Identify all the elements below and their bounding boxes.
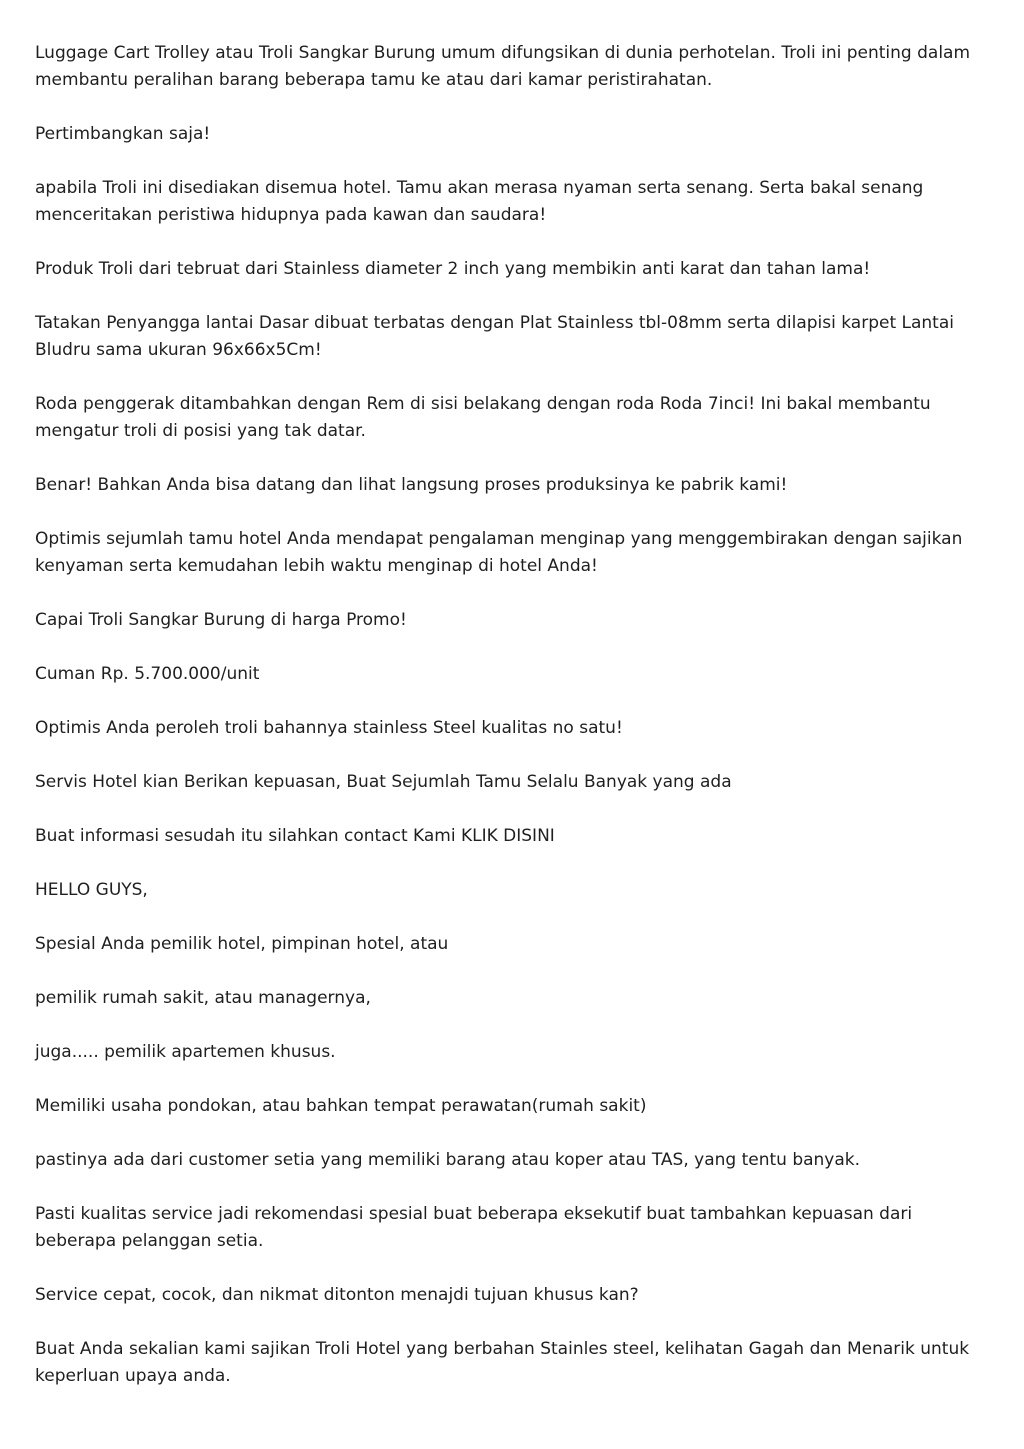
paragraph-offer: Buat Anda sekalian kami sajikan Troli Hotel yang berbahan Stainles steel, kelihatan Gagah dan Menarik untuk keperluan upaya anda. <box>35 1339 970 1386</box>
paragraph-service: Servis Hotel kian Berikan kepuasan, Buat Sejumlah Tamu Selalu Banyak yang ada <box>35 772 732 792</box>
paragraph-service-goal: Service cepat, cocok, dan nikmat ditonton menajdi tujuan khusus kan? <box>35 1285 639 1305</box>
paragraph-customers: pastinya ada dari customer setia yang memiliki barang atau koper atau TAS, yang tentu banyak. <box>35 1150 861 1170</box>
paragraph-factory-visit: Benar! Bahkan Anda bisa datang dan lihat langsung proses produksinya ke pabrik kami! <box>35 475 788 495</box>
paragraph-material: Produk Troli dari tebruat dari Stainless diameter 2 inch yang membikin anti karat dan tahan lama! <box>35 259 871 279</box>
paragraph-greeting: HELLO GUYS, <box>35 880 148 900</box>
paragraph-guest-experience: Optimis sejumlah tamu hotel Anda mendapat pengalaman menginap yang menggembirakan dengan sajikan kenyaman serta kemudahan lebih waktu menginap di hotel Anda! <box>35 529 963 576</box>
paragraph-intro: Luggage Cart Trolley atau Troli Sangkar Burung umum difungsikan di dunia perhotelan. Troli ini penting dalam membantu peralihan barang beberapa tamu ke atau dari kamar peristirahatan. <box>35 43 971 90</box>
paragraph-promo: Capai Troli Sangkar Burung di harga Promo! <box>35 610 407 630</box>
paragraph-guest-comfort: apabila Troli ini disediakan disemua hotel. Tamu akan merasa nyaman serta senang. Serta bakal senang menceritakan peristiwa hidupnya pada kawan dan saudara! <box>35 178 924 225</box>
paragraph-contact: Buat informasi sesudah itu silahkan contact Kami KLIK DISINI <box>35 826 555 846</box>
paragraph-business: Memiliki usaha pondokan, atau bahkan tempat perawatan(rumah sakit) <box>35 1096 647 1116</box>
paragraph-audience-apartment: juga..... pemilik apartemen khusus. <box>35 1042 336 1062</box>
paragraph-price: Cuman Rp. 5.700.000/unit <box>35 664 260 684</box>
paragraph-service-quality: Pasti kualitas service jadi rekomendasi spesial buat beberapa eksekutif buat tambahkan kepuasan dari beberapa pelanggan setia. <box>35 1204 913 1251</box>
paragraph-audience-hotel: Spesial Anda pemilik hotel, pimpinan hotel, atau <box>35 934 449 954</box>
paragraph-consider: Pertimbangkan saja! <box>35 124 211 144</box>
document-body <box>35 40 995 1390</box>
paragraph-quality: Optimis Anda peroleh troli bahannya stainless Steel kualitas no satu! <box>35 718 623 738</box>
paragraph-wheels: Roda penggerak ditambahkan dengan Rem di sisi belakang dengan roda Roda 7inci! Ini bakal membantu mengatur troli di posisi yang tak datar. <box>35 394 931 441</box>
paragraph-audience-hospital: pemilik rumah sakit, atau managernya, <box>35 988 371 1008</box>
paragraph-base-plate: Tatakan Penyangga lantai Dasar dibuat terbatas dengan Plat Stainless tbl-08mm serta dilapisi karpet Lantai Bludru sama ukuran 96x66x5Cm! <box>35 313 954 360</box>
